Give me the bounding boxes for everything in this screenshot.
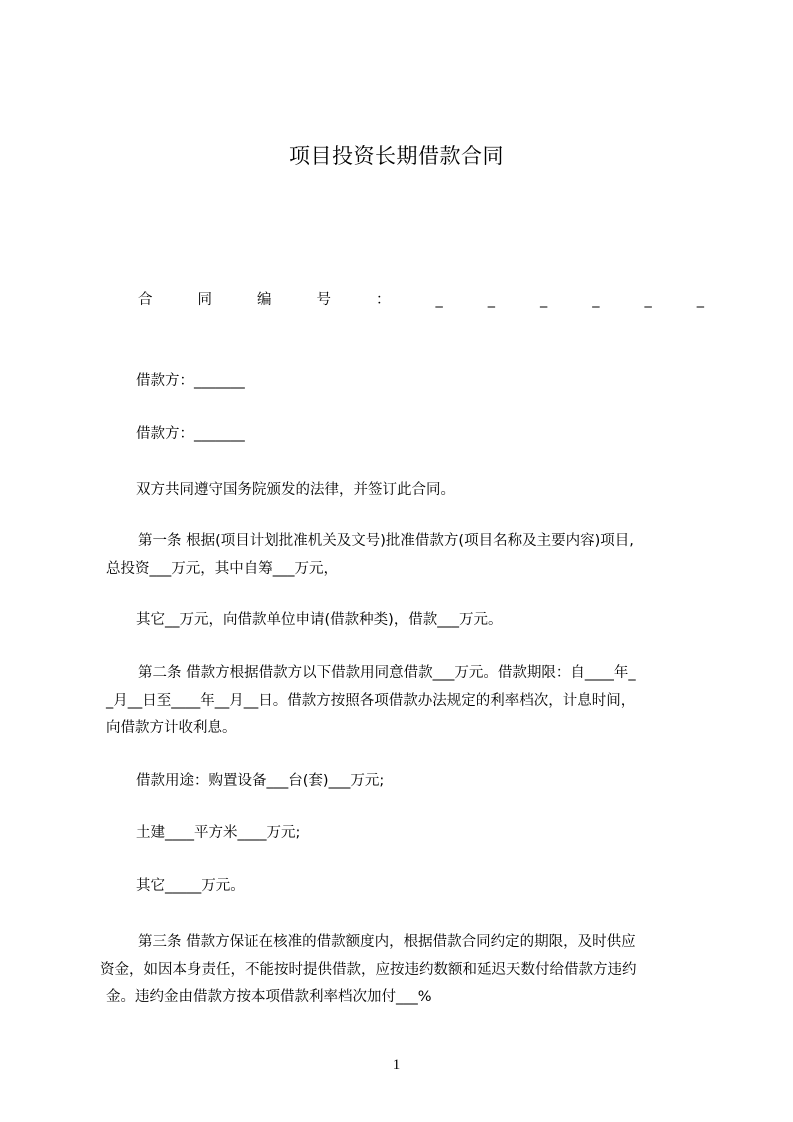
contract-number-colon: ： bbox=[376, 292, 391, 308]
article-3-line-2: 资金，如因本身责任，不能按时提供借款，应按违约数额和延迟天数付给借款方违约 bbox=[100, 962, 637, 978]
contract-number-blank: _ bbox=[592, 292, 600, 308]
borrower-line: 借款方：_______ bbox=[136, 373, 245, 389]
contract-number-blank: _ bbox=[487, 292, 495, 308]
document-title: 项目投资长期借款合同 bbox=[289, 144, 504, 168]
contract-number-blank: _ bbox=[540, 292, 548, 308]
article-3-line-3: 金。违约金由借款方按本项借款利率档次加付___% bbox=[106, 989, 432, 1005]
article-2-line-2: _月__日至____年__月__日。借款方按照各项借款办法规定的利率档次，计息时间， bbox=[106, 693, 636, 709]
intro-paragraph: 双方共同遵守国务院颁发的法律，并签订此合同。 bbox=[136, 482, 455, 498]
contract-number-line bbox=[138, 289, 704, 311]
contract-number-blank: _ bbox=[696, 292, 704, 308]
article-2-line-1: 第二条 借款方根据借款方以下借款用同意借款___万元。借款期限：自____年_ bbox=[138, 665, 636, 681]
article-3-line-1: 第三条 借款方保证在核准的借款额度内，根据借款合同约定的期限，及时供应 bbox=[138, 934, 636, 950]
other-funds-line: 其它__万元，向借款单位申请(借款种类)，借款___万元。 bbox=[136, 612, 503, 628]
article-2-line-3: 向借款方计收利息。 bbox=[106, 720, 237, 736]
contract-number-blank: _ bbox=[435, 292, 443, 308]
contract-number-char: 合 bbox=[138, 292, 153, 308]
construction-line: 土建____平方米____万元; bbox=[136, 825, 301, 841]
other-amount-line: 其它_____万元。 bbox=[136, 878, 245, 894]
lender-line: 借款方：_______ bbox=[136, 426, 245, 442]
contract-number-blank: _ bbox=[644, 292, 652, 308]
contract-number-char: 同 bbox=[197, 292, 212, 308]
article-1-line-1: 第一条 根据(项目计划批准机关及文号)批准借款方(项目名称及主要内容)项目, bbox=[138, 533, 634, 549]
contract-number-char: 编 bbox=[257, 292, 272, 308]
loan-use-line: 借款用途：购置设备___台(套)___万元; bbox=[136, 773, 385, 789]
contract-number-char: 号 bbox=[316, 292, 331, 308]
article-1-line-2: 总投资___万元，其中自筹___万元， bbox=[106, 561, 338, 577]
page-number: 1 bbox=[392, 1057, 401, 1073]
